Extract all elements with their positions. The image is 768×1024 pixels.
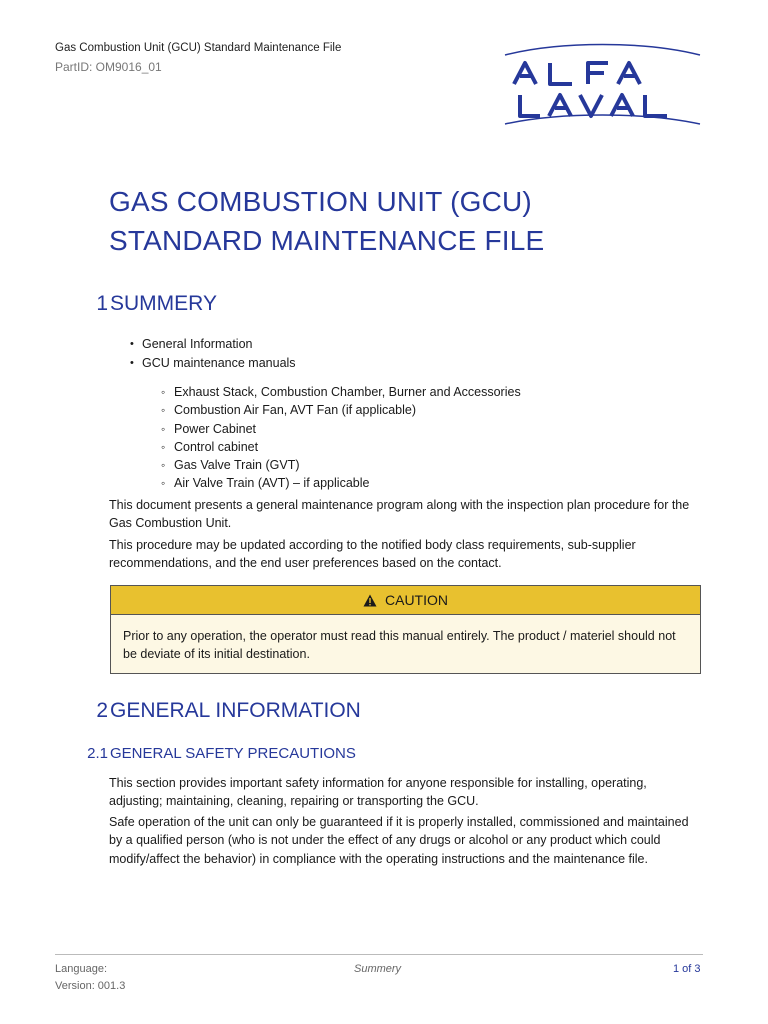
section-1-heading — [96, 292, 217, 316]
footer-page-number: 1 of 3 — [673, 963, 701, 975]
header-part-id: PartID: OM9016_01 — [55, 60, 162, 74]
list-item: ◦ Exhaust Stack, Combustion Chamber, Burner and Accessories — [161, 383, 521, 401]
document-title — [109, 182, 544, 260]
section-2-1-heading — [87, 745, 356, 762]
footer-language: Language: — [55, 963, 107, 975]
footer-divider — [55, 954, 703, 955]
safety-paragraph-1: This section provides important safety information for anyone responsible for installing, operating, adjusting; maintaining, cleaning, repairing or transporting the GCU. — [109, 776, 647, 809]
warning-icon — [363, 594, 377, 607]
caution-header — [111, 586, 700, 615]
section-2-title: GENERAL INFORMATION — [110, 699, 361, 722]
section-2-number: 2 — [96, 699, 108, 722]
summary-bullet-list — [130, 335, 296, 372]
maintenance-manuals-list — [161, 383, 521, 493]
section-2-heading — [96, 699, 361, 723]
section-1-title: SUMMERY — [110, 292, 217, 315]
safety-paragraph-2: Safe operation of the unit can only be guaranteed if it is properly installed, commissioned and maintained by a qualified person (who is not under the effect of any drugs or alcohol or any product which could modify/affect the behavior) in compliance with the operating instructions and the maintenance file. — [109, 815, 689, 866]
header-doc-title: Gas Combustion Unit (GCU) Standard Maintenance File — [55, 42, 342, 54]
list-item: • General Information — [130, 335, 296, 354]
caution-box — [110, 585, 701, 674]
summary-paragraph-2: This procedure may be updated according to the notified body class requirements, sub-supplier recommendations, and the end user preferences based on the contact. — [109, 538, 636, 571]
alfa-laval-logo — [500, 42, 705, 127]
list-item: ◦ Air Valve Train (AVT) – if applicable — [161, 474, 521, 492]
section-1-number: 1 — [96, 292, 108, 315]
document-title-line1: GAS COMBUSTION UNIT (GCU) — [109, 186, 532, 217]
document-title-line2: STANDARD MAINTENANCE FILE — [109, 225, 545, 256]
list-item: • GCU maintenance manuals — [130, 354, 296, 373]
section-2-1-title: GENERAL SAFETY PRECAUTIONS — [110, 745, 356, 762]
footer-section-name: Summery — [354, 963, 402, 975]
list-item: ◦ Power Cabinet — [161, 420, 521, 438]
caution-text: Prior to any operation, the operator must read this manual entirely. The product / materiel should not be deviate of its initial destination. — [123, 629, 676, 662]
list-item: ◦ Control cabinet — [161, 438, 521, 456]
summary-paragraph-1: This document presents a general maintenance program along with the inspection plan procedure for the Gas Combustion Unit. — [109, 498, 690, 531]
section-2-1-number: 2.1 — [87, 745, 108, 762]
list-item: ◦ Gas Valve Train (GVT) — [161, 456, 521, 474]
footer-version: Version: 001.3 — [55, 980, 126, 992]
list-item: ◦ Combustion Air Fan, AVT Fan (if applicable) — [161, 401, 521, 419]
caution-label: CAUTION — [385, 592, 448, 608]
